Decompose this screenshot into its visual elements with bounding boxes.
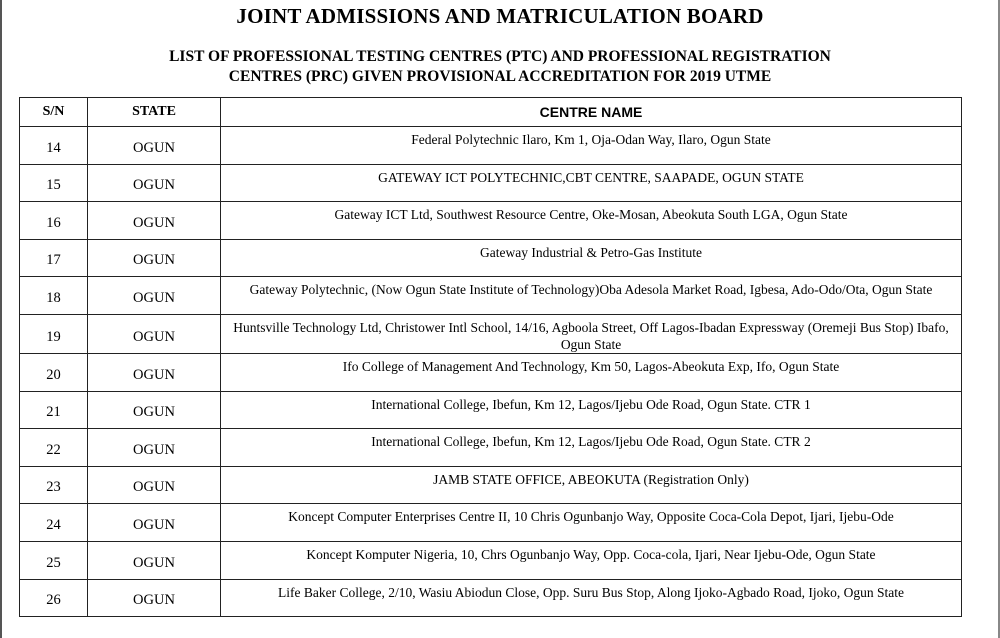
row-sn: 17 bbox=[20, 239, 88, 277]
row-centre-name: Koncept Computer Enterprises Centre II, 10 Chris Ogunbanjo Way, Opposite Coca-Cola Depot, Ijari, Ijebu-Ode bbox=[221, 504, 962, 542]
row-state: OGUN bbox=[88, 239, 221, 277]
row-centre-name: International College, Ibefun, Km 12, Lagos/Ijebu Ode Road, Ogun State. CTR 2 bbox=[221, 429, 962, 467]
table-row bbox=[20, 504, 962, 542]
row-centre-name: Gateway Polytechnic, (Now Ogun State Institute of Technology)Oba Adesola Market Road, Igbesa, Ado-Odo/Ota, Ogun State bbox=[221, 277, 962, 315]
row-state: OGUN bbox=[88, 277, 221, 315]
table-row bbox=[20, 541, 962, 579]
row-sn: 20 bbox=[20, 353, 88, 391]
table-row bbox=[20, 579, 962, 617]
row-state: OGUN bbox=[88, 429, 221, 467]
row-state: OGUN bbox=[88, 579, 221, 617]
row-sn: 26 bbox=[20, 579, 88, 617]
row-centre-name: JAMB STATE OFFICE, ABEOKUTA (Registration Only) bbox=[221, 466, 962, 504]
table-header-row bbox=[20, 98, 962, 127]
subtitle-line-1: LIST OF PROFESSIONAL TESTING CENTRES (PTC) AND PROFESSIONAL REGISTRATION bbox=[169, 48, 831, 65]
row-centre-name: Gateway Industrial & Petro-Gas Institute bbox=[221, 239, 962, 277]
table-row bbox=[20, 314, 962, 353]
row-sn: 14 bbox=[20, 127, 88, 165]
row-state: OGUN bbox=[88, 466, 221, 504]
row-centre-name: International College, Ibefun, Km 12, Lagos/Ijebu Ode Road, Ogun State. CTR 1 bbox=[221, 391, 962, 429]
row-centre-name: Huntsville Technology Ltd, Christower Intl School, 14/16, Agboola Street, Off Lagos-Ibadan Expressway (Oremeji Bus Stop) Ibafo, Ogun State bbox=[221, 314, 962, 353]
table-row bbox=[20, 429, 962, 467]
row-centre-name: Life Baker College, 2/10, Wasiu Abiodun Close, Opp. Suru Bus Stop, Along Ijoko-Agbado Road, Ijoko, Ogun State bbox=[221, 579, 962, 617]
row-state: OGUN bbox=[88, 391, 221, 429]
centres-table bbox=[19, 97, 962, 617]
row-sn: 16 bbox=[20, 202, 88, 240]
table-row bbox=[20, 164, 962, 202]
row-centre-name: Koncept Komputer Nigeria, 10, Chrs Ogunbanjo Way, Opp. Coca-cola, Ijari, Near Ijebu-Ode, Ogun State bbox=[221, 541, 962, 579]
row-centre-name: Gateway ICT Ltd, Southwest Resource Centre, Oke-Mosan, Abeokuta South LGA, Ogun State bbox=[221, 202, 962, 240]
page-edge-left bbox=[0, 0, 2, 638]
row-state: OGUN bbox=[88, 127, 221, 165]
header-state: STATE bbox=[88, 98, 221, 127]
row-sn: 22 bbox=[20, 429, 88, 467]
table-row bbox=[20, 202, 962, 240]
header-sn: S/N bbox=[20, 98, 88, 127]
row-sn: 24 bbox=[20, 504, 88, 542]
row-sn: 23 bbox=[20, 466, 88, 504]
row-state: OGUN bbox=[88, 202, 221, 240]
row-state: OGUN bbox=[88, 504, 221, 542]
row-state: OGUN bbox=[88, 314, 221, 353]
document-subtitle bbox=[0, 47, 1000, 87]
table-row bbox=[20, 391, 962, 429]
table-row bbox=[20, 353, 962, 391]
row-state: OGUN bbox=[88, 353, 221, 391]
row-centre-name: Ifo College of Management And Technology, Km 50, Lagos-Abeokuta Exp, Ifo, Ogun State bbox=[221, 353, 962, 391]
table-body bbox=[20, 127, 962, 617]
table-row bbox=[20, 277, 962, 315]
table-row bbox=[20, 466, 962, 504]
subtitle-line-2: CENTRES (PRC) GIVEN PROVISIONAL ACCREDITATION FOR 2019 UTME bbox=[228, 68, 772, 85]
row-sn: 25 bbox=[20, 541, 88, 579]
row-state: OGUN bbox=[88, 541, 221, 579]
table-row bbox=[20, 127, 962, 165]
row-state: OGUN bbox=[88, 164, 221, 202]
row-sn: 19 bbox=[20, 314, 88, 353]
row-sn: 21 bbox=[20, 391, 88, 429]
row-sn: 18 bbox=[20, 277, 88, 315]
header-centre-name: CENTRE NAME bbox=[221, 98, 962, 127]
row-centre-name: GATEWAY ICT POLYTECHNIC,CBT CENTRE, SAAPADE, OGUN STATE bbox=[221, 164, 962, 202]
row-centre-name: Federal Polytechnic Ilaro, Km 1, Oja-Odan Way, Ilaro, Ogun State bbox=[221, 127, 962, 165]
document-title: JOINT ADMISSIONS AND MATRICULATION BOARD bbox=[236, 4, 764, 28]
table-row bbox=[20, 239, 962, 277]
row-sn: 15 bbox=[20, 164, 88, 202]
